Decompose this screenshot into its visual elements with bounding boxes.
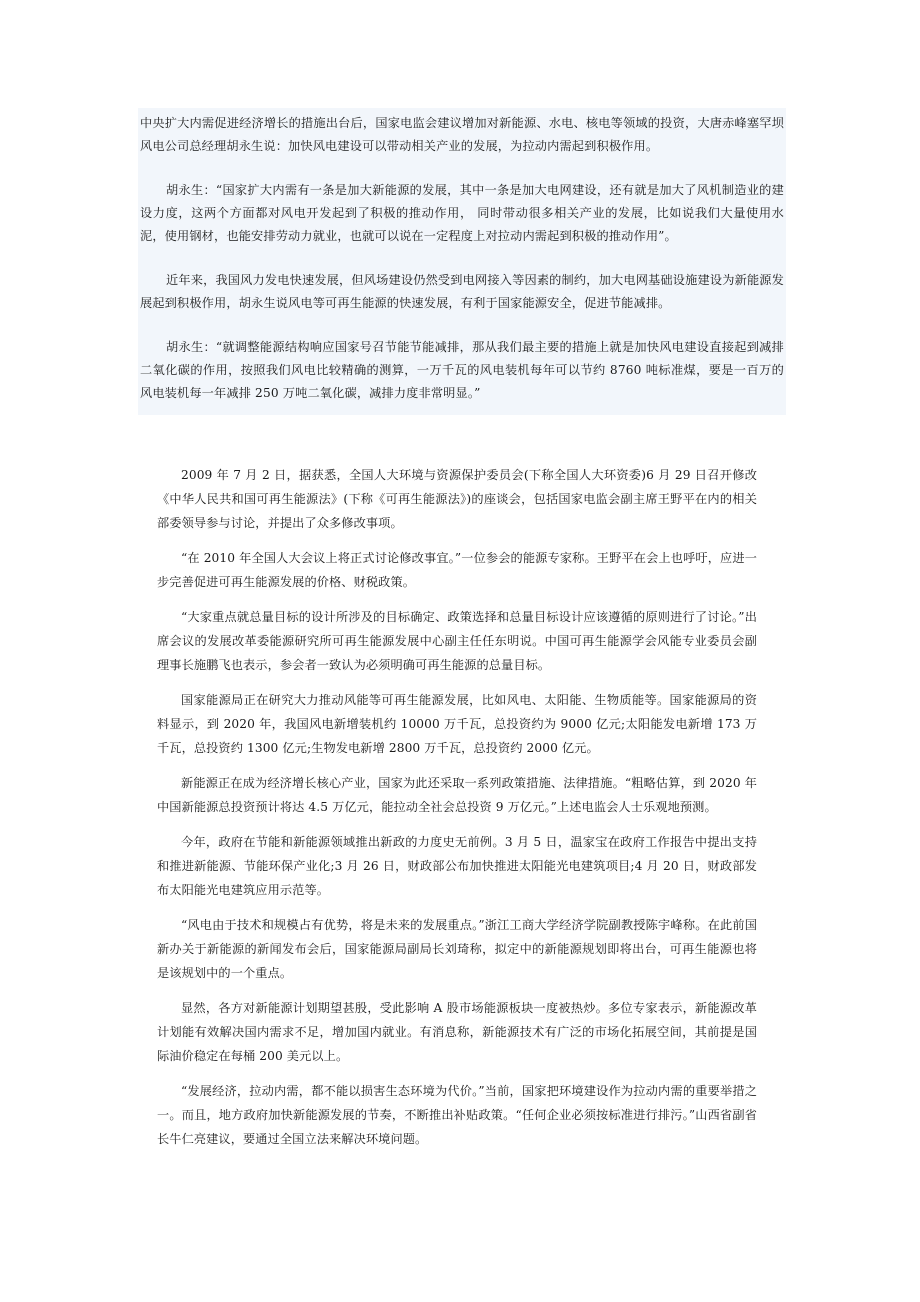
quote-paragraph: 胡永生：“国家扩大内需有一条是加大新能源的发展，其中一条是加大电网建设，还有就是加大了风机制造业的建设力度，这两个方面都对风电开发起到了积极的推动作用， 同时带动很多相关产业的发展，比如说我们大量使用水泥，使用钢材，也能安排劳动力就业，也就可以说在一定程度上对拉动内需起到积极的推动作用”。 <box>140 183 784 243</box>
article-paragraph: 显然，各方对新能源计划期望甚殷，受此影响 A 股市场能源板块一度被热炒。多位专家表示，新能源改革计划能有效解决国内需求不足，增加国内就业。有消息称，新能源技术有广泛的市场化拓展空间，其前提是国际油价稳定在每桶 200 美元以上。 <box>157 1001 757 1063</box>
body-paragraph: 近年来，我国风力发电快速发展，但风场建设仍然受到电网接入等因素的制约，加大电网基础设施建设为新能源发展起到积极作用，胡永生说风电等可再生能源的快速发展，有利于国家能源安全，促进节能减排。 <box>140 273 784 310</box>
article-paragraph: “在 2010 年全国人大会议上将正式讨论修改事宜。”一位参会的能源专家称。王野平在会上也呼吁，应进一步完善促进可再生能源发展的价格、财税政策。 <box>157 551 757 589</box>
intro-paragraph: 中央扩大内需促进经济增长的措施出台后，国家电监会建议增加对新能源、水电、核电等领域的投资，大唐赤峰塞罕坝风电公司总经理胡永生说：加快风电建设可以带动相关产业的发展，为拉动内需起到积极作用。 <box>140 116 784 153</box>
article-body <box>157 463 757 1162</box>
article-paragraph: “大家重点就总量目标的设计所涉及的目标确定、政策选择和总量目标设计应该遵循的原则进行了讨论。”出席会议的发展改革委能源研究所可再生能源发展中心副主任任东明说。中国可再生能源学会风能专业委员会副理事长施鹏飞也表示，参会者一致认为必须明确可再生能源的总量目标。 <box>157 610 757 672</box>
interview-excerpt-box <box>138 108 786 415</box>
article-paragraph: 2009 年 7 月 2 日，据获悉，全国人大环境与资源保护委员会(下称全国人大环资委)6 月 29 日召开修改《中华人民共和国可再生能源法》(下称《可再生能源法》)的座谈会，包括国家电监会副主席王野平在内的相关部委领导参与讨论，并提出了众多修改事项。 <box>157 468 757 530</box>
article-paragraph: 今年，政府在节能和新能源领域推出新政的力度史无前例。3 月 5 日，温家宝在政府工作报告中提出支持和推进新能源、节能环保产业化;3 月 26 日，财政部公布加快推进太阳能光电建筑项目;4 月 20 日，财政部发布太阳能光电建筑应用示范等。 <box>157 835 757 897</box>
article-paragraph: 国家能源局正在研究大力推动风能等可再生能源发展，比如风电、太阳能、生物质能等。国家能源局的资料显示，到 2020 年，我国风电新增装机约 10000 万千瓦，总投资约为 9000 亿元;太阳能发电新增 173 万千瓦，总投资约 1300 亿元;生物发电新增 2800 万千瓦，总投资约 2000 亿元。 <box>157 693 757 755</box>
quote-paragraph: 胡永生：“就调整能源结构响应国家号召节能节能减排，那从我们最主要的措施上就是加快风电建设直接起到减排二氧化碳的作用，按照我们风电比较精确的测算，一万千瓦的风电装机每年可以节约 8760 吨标准煤，要是一百万的风电装机每一年减排 250 万吨二氧化碳，减排力度非常明显。” <box>140 340 784 400</box>
article-paragraph: “风电由于技术和规模占有优势，将是未来的发展重点。”浙江工商大学经济学院副教授陈宇峰称。在此前国新办关于新能源的新闻发布会后，国家能源局副局长刘琦称，拟定中的新能源规划即将出台，可再生能源也将是该规划中的一个重点。 <box>157 918 757 980</box>
article-paragraph: “发展经济，拉动内需，都不能以损害生态环境为代价。”当前，国家把环境建设作为拉动内需的重要举措之一。而且，地方政府加快新能源发展的节奏，不断推出补贴政策。“任何企业必须按标准进行排污。”山西省副省长牛仁亮建议，要通过全国立法来解决环境问题。 <box>157 1084 757 1146</box>
article-paragraph: 新能源正在成为经济增长核心产业，国家为此还采取一系列政策措施、法律措施。“粗略估算，到 2020 年中国新能源总投资预计将达 4.5 万亿元，能拉动全社会总投资 9 万亿元。”上述电监会人士乐观地预测。 <box>157 776 757 814</box>
